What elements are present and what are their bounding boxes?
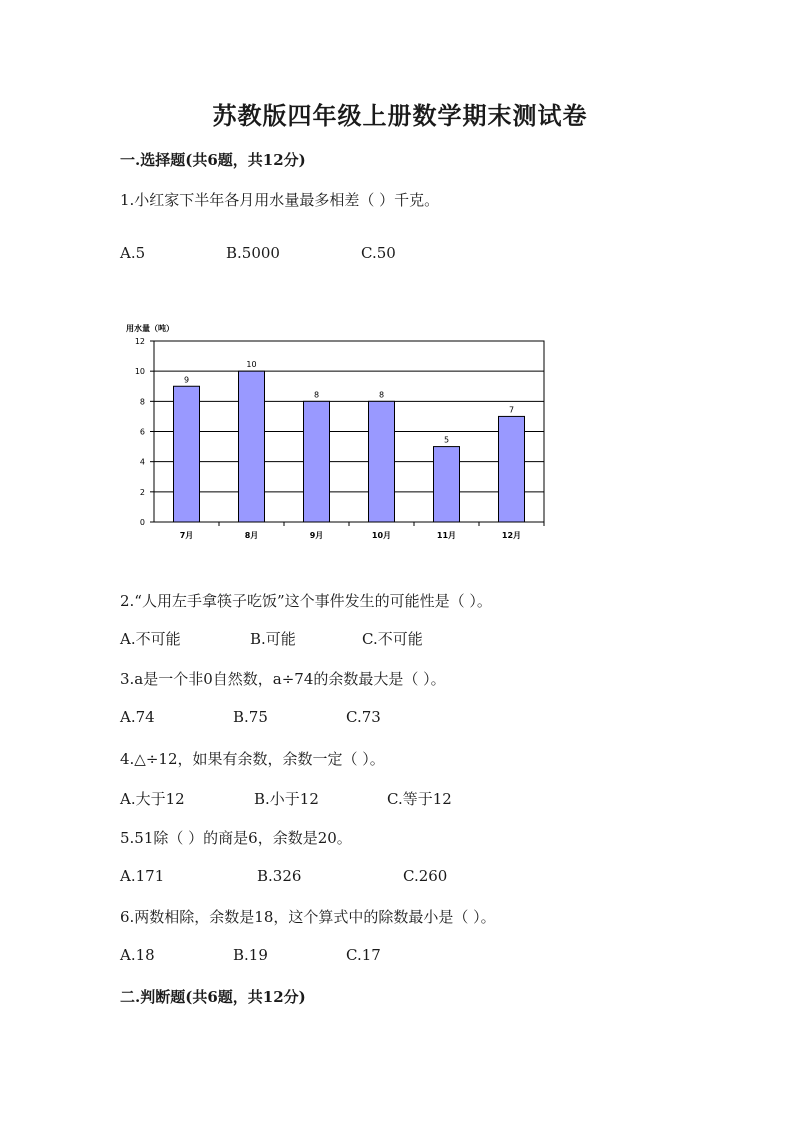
- question-6-option-c: C.17: [346, 946, 381, 964]
- question-4-option-a: A.大于12: [120, 790, 185, 808]
- bar-value-label: 9: [183, 375, 190, 385]
- x-tick-label: 11月: [436, 531, 457, 540]
- question-3-option-b: B.75: [233, 708, 268, 726]
- bar-value-label: 5: [443, 435, 450, 445]
- bar-value-label: 8: [378, 390, 385, 400]
- y-tick-label: 6: [139, 427, 145, 437]
- x-tick-label: 9月: [309, 531, 324, 540]
- question-3-option-a: A.74: [120, 708, 155, 726]
- page-title: 苏教版四年级上册数学期末测试卷: [212, 101, 588, 130]
- y-axis-label: 用水量（吨）: [126, 324, 174, 333]
- section-heading-judgment: 二.判断题(共6题，共12分): [120, 988, 306, 1006]
- question-4: 4.△÷12，如果有余数，余数一定（ ）。: [120, 750, 385, 768]
- section-heading-choice: 一.选择题(共6题，共12分): [120, 151, 306, 169]
- bar: [304, 401, 330, 522]
- y-tick-label: 0: [139, 518, 145, 527]
- bar-value-label: 8: [313, 390, 320, 400]
- bar: [239, 371, 265, 522]
- question-5-option-c: C.260: [403, 867, 448, 885]
- question-2-option-b: B.可能: [250, 630, 296, 648]
- question-1-option-c: C.50: [361, 244, 396, 262]
- question-2: 2.“人用左手拿筷子吃饭”这个事件发生的可能性是（ ）。: [120, 592, 492, 610]
- question-4-option-b: B.小于12: [254, 790, 319, 808]
- question-1-option-b: B.5000: [226, 244, 280, 262]
- bar: [499, 416, 525, 522]
- bar: [434, 447, 460, 522]
- water-usage-bar-chart: [118, 318, 558, 548]
- question-3: 3.a是一个非0自然数，a÷74的余数最大是（ ）。: [120, 670, 446, 688]
- question-1-option-a: A.5: [120, 244, 146, 262]
- y-tick-label: 12: [134, 337, 145, 346]
- x-tick-label: 7月: [179, 531, 194, 540]
- x-tick-label: 12月: [501, 531, 522, 540]
- question-4-option-c: C.等于12: [387, 790, 452, 808]
- question-5-option-b: B.326: [257, 867, 302, 885]
- question-1: 1.小红家下半年各月用水量最多相差（ ）千克。: [120, 191, 440, 209]
- x-tick-label: 8月: [244, 531, 259, 540]
- y-tick-label: 4: [139, 457, 145, 467]
- bar: [174, 386, 200, 522]
- y-tick-label: 2: [139, 487, 145, 497]
- question-5-option-a: A.171: [120, 867, 165, 885]
- x-tick-label: 10月: [371, 531, 392, 540]
- question-6-option-b: B.19: [233, 946, 268, 964]
- y-tick-label: 10: [134, 367, 145, 377]
- question-2-option-a: A.不可能: [120, 630, 181, 648]
- question-6-option-a: A.18: [120, 946, 155, 964]
- bar: [369, 401, 395, 522]
- question-2-option-c: C.不可能: [362, 630, 423, 648]
- question-3-option-c: C.73: [346, 708, 381, 726]
- question-5: 5.51除（ ）的商是6，余数是20。: [120, 829, 352, 847]
- bar-value-label: 7: [508, 405, 515, 415]
- bar-value-label: 10: [246, 360, 257, 370]
- y-tick-label: 8: [139, 397, 145, 407]
- question-6: 6.两数相除，余数是18，这个算式中的除数最小是（ ）。: [120, 908, 496, 926]
